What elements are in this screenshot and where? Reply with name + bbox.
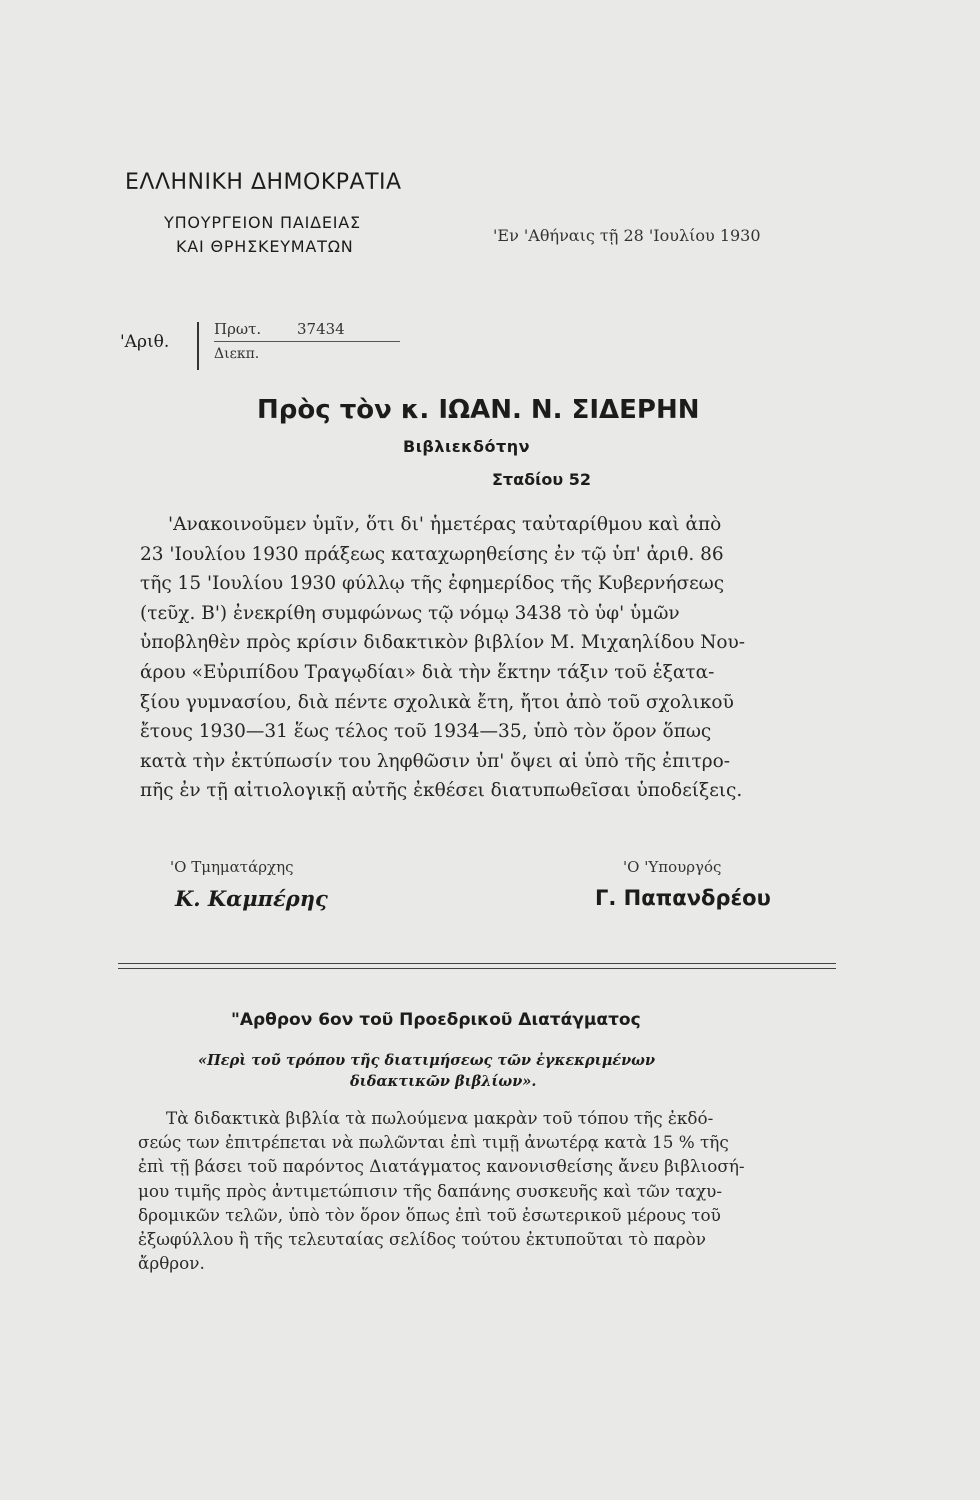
signatory-right-name: Γ. Παπανδρέου bbox=[595, 886, 771, 910]
reference-label: 'Αριθ. bbox=[120, 332, 170, 352]
letter-body-line: 'Ανακοινοῦμεν ὑμῖν, ὅτι δι' ἡμετέρας ταὐταρίθμου καὶ ἀπὸ bbox=[168, 514, 722, 535]
article-subtitle-line1: «Περὶ τοῦ τρόπου τῆς διατιμήσεως τῶν ἐγκεκριμένων bbox=[198, 1052, 656, 1069]
ministry-name-line1: ΥΠΟΥΡΓΕΙΟΝ ΠΑΙΔΕΙΑΣ bbox=[164, 213, 361, 232]
signatory-left-title: 'Ο Τμηματάρχης bbox=[170, 858, 294, 876]
signatory-right-title: 'Ο 'Υπουργός bbox=[623, 858, 722, 876]
reference-brace bbox=[197, 322, 199, 370]
article-subtitle-line2: διδακτικῶν βιβλίων». bbox=[350, 1073, 537, 1090]
dispatch-label: Διεκπ. bbox=[214, 346, 260, 362]
letter-body-line: ξίου γυμνασίου, διὰ πέντε σχολικὰ ἔτη, ἤτοι ἀπὸ τοῦ σχολικοῦ bbox=[140, 691, 734, 713]
protocol-number: 37434 bbox=[297, 320, 345, 338]
letter-date: 'Εν 'Αθήναις τῇ 28 'Ιουλίου 1930 bbox=[493, 226, 761, 245]
article-body-line: μου τιμῆς πρὸς ἀντιμετώπισιν τῆς δαπάνης συσκευῆς καὶ τῶν ταχυ- bbox=[138, 1180, 723, 1201]
letter-body-line: (τεῦχ. Β') ἐνεκρίθη συμφώνως τῷ νόμῳ 3438 τὸ ὑφ' ὑμῶν bbox=[140, 602, 680, 624]
article-body-line: ἐξωφύλλου ἢ τῆς τελευταίας σελίδος τούτου ἐκτυποῦται τὸ παρὸν bbox=[138, 1228, 706, 1249]
article-body-line: σεώς των ἐπιτρέπεται νὰ πωλῶνται ἐπὶ τιμῇ ἀνωτέρᾳ κατὰ 15 % τῆς bbox=[138, 1132, 729, 1153]
article-body-line: ἄρθρον. bbox=[138, 1253, 205, 1274]
article-body-line: ἐπὶ τῇ βάσει τοῦ παρόντος Διατάγματος κανονισθείσης ἄνευ βιβλιοσή- bbox=[138, 1156, 745, 1177]
letter-body-line: πῆς ἐν τῇ αἰτιολογικῇ αὐτῆς ἐκθέσει διατυπωθεῖσαι ὑποδείξεις. bbox=[140, 780, 743, 802]
letter-body bbox=[140, 510, 830, 806]
letter-body-line: τῆς 15 'Ιουλίου 1930 φύλλῳ τῆς ἐφημερίδος τῆς Κυβερνήσεως bbox=[140, 573, 725, 595]
letter-body-line: κατὰ τὴν ἐκτύπωσίν του ληφθῶσιν ὑπ' ὄψει αἱ ὑπὸ τῆς ἐπιτρο- bbox=[140, 750, 731, 772]
article-body-line: δρομικῶν τελῶν, ὑπὸ τὸν ὅρον ὅπως ἐπὶ τοῦ ἐσωτερικοῦ μέρους τοῦ bbox=[138, 1204, 721, 1225]
letter-body-line: 23 'Ιουλίου 1930 πράξεως καταχωρηθείσης ἐν τῷ ὑπ' ἀριθ. 86 bbox=[140, 543, 724, 565]
republic-heading: ΕΛΛΗΝΙΚΗ ΔΗΜΟΚΡΑΤΙΑ bbox=[125, 170, 402, 195]
recipient-address: Σταδίου 52 bbox=[492, 470, 591, 489]
letter-body-line: άρου «Εὐριπίδου Τραγῳδίαι» διὰ τὴν ἕκτην τάξιν τοῦ ἑξατα- bbox=[140, 661, 715, 683]
article-title: "Αρθρον 6ον τοῦ Προεδρικοῦ Διατάγματος bbox=[231, 1010, 641, 1030]
protocol-label: Πρωτ. bbox=[214, 320, 262, 338]
letter-body-line: ὑποβληθὲν πρὸς κρίσιν διδακτικὸν βιβλίον Μ. Μιχαηλίδου Νου- bbox=[140, 632, 746, 654]
letter-body-line: ἔτους 1930—31 ἕως τέλος τοῦ 1934—35, ὑπὸ τὸν ὅρον ὅπως bbox=[140, 721, 712, 743]
protocol-underline bbox=[214, 341, 400, 342]
section-divider bbox=[118, 968, 836, 969]
section-divider bbox=[118, 963, 836, 964]
ministry-name-line2: ΚΑΙ ΘΡΗΣΚΕΥΜΑΤΩΝ bbox=[176, 237, 354, 256]
recipient-profession: Βιβλιεκδότην bbox=[403, 437, 530, 456]
article-body bbox=[138, 1106, 838, 1275]
article-body-line: Τὰ διδακτικὰ βιβλία τὰ πωλούμενα μακρὰν τοῦ τόπου τῆς ἐκδό- bbox=[166, 1108, 714, 1128]
recipient-name: Πρὸς τὸν κ. ΙΩΑΝ. Ν. ΣΙΔΕΡΗΝ bbox=[257, 395, 700, 425]
signatory-left-name: Κ. Καμπέρης bbox=[175, 886, 328, 911]
